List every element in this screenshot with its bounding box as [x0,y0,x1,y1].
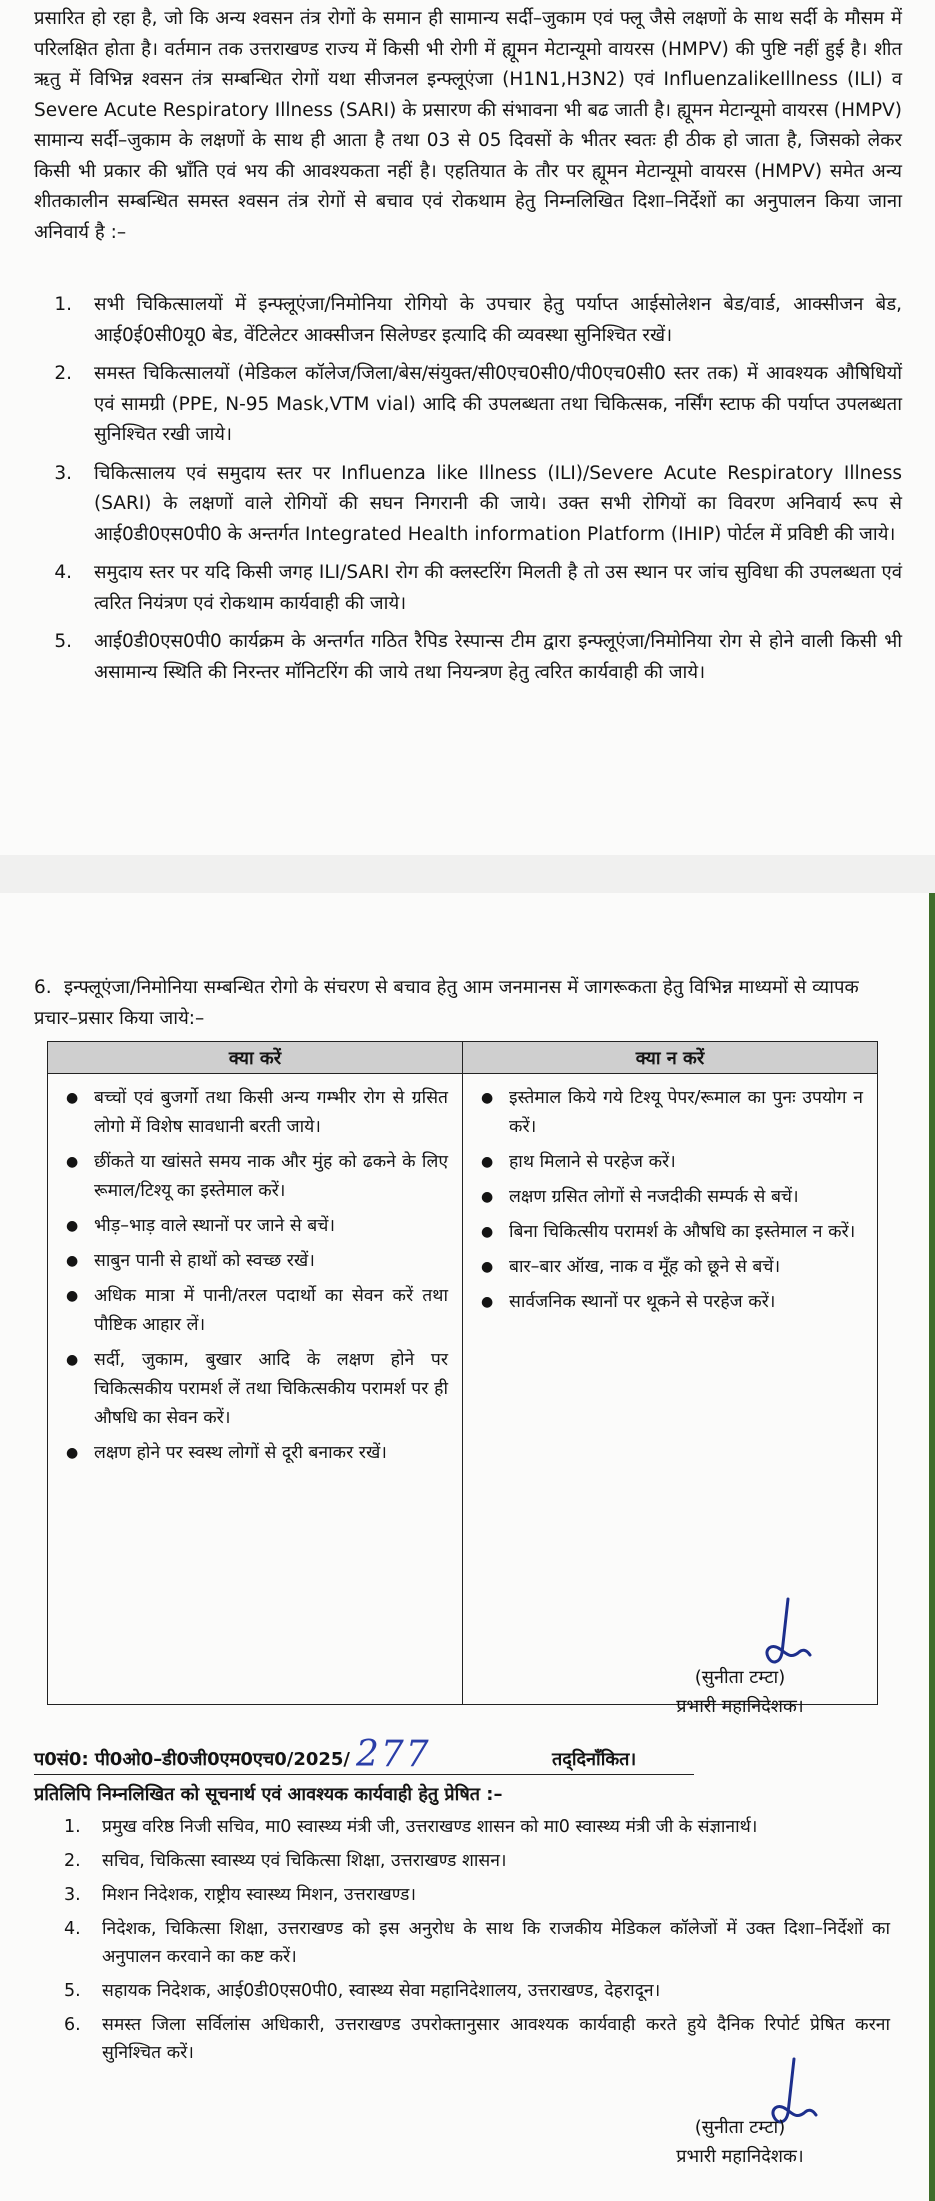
directive-item [34,558,902,619]
copy-heading: प्रतिलिपि निम्नलिखित को सूचनार्थ एवं आवश्यक कार्यवाही हेतु प्रेषित :– [34,1784,503,1805]
copy-item [34,1847,890,1875]
directive-text: चिकित्सालय एवं समुदाय स्तर पर Influenza like Illness (ILI)/Severe Acute Respiratory Illness (SARI) के लक्षणों वाले रोगियों की सघन निगरानी की जाये। उक्त सभी रोगियों का विवरण अनिवार्य रूप से आई0डी0एस0पी0 के अन्तर्गत Integrated Health information Platform (IHIP) पोर्टल में प्रविष्टी की जाये। [94,462,902,545]
signatory-name: (सुनीता टम्टा) [694,2117,786,2138]
reference-line [34,1734,694,1777]
directive-item [34,459,902,551]
directives-list [34,290,902,696]
dont-item: ● इस्तेमाल किये गये टिश्यू पेपर/रूमाल का पुनः उपयोग न करें। [477,1084,863,1142]
do-item: ● बच्चों एवं बुजर्गो तथा किसी अन्य गम्भीर रोग से ग्रसित लोगो में विशेष सावधानी बरती जाये। [62,1084,448,1142]
reference-prefix: प0सं0: पी0ओ0–डी0जी0एम0एच0/2025/ [34,1749,351,1770]
reference-date-suffix: तद्‌दिनाँकित। [552,1749,637,1770]
copy-item [34,1977,890,2005]
directive-item [34,290,902,351]
copy-list [34,1813,890,2073]
directive-item-6 [34,973,902,1034]
intro-paragraph: प्रसारित हो रहा है, जो कि अन्य श्वसन तंत्र रोगों के समान ही सामान्य सर्दी–जुकाम एवं फ्लू जैसे लक्षणों के साथ सर्दी के मौसम में परिलक्षित होता है। वर्तमान तक उत्तराखण्ड राज्य में किसी भी रोगी में ह्यूमन मेटान्यूमो वायरस (HMPV) की पुष्टि नहीं हुई है। शीत ऋतु में विभिन्न श्वसन तंत्र सम्बन्धित रोगों यथा सीजनल इन्फ्लूएंजा (H1N1,H3N2) एवं InfluenzalikeIllness (ILI) व Severe Acute Respiratory Illness (SARI) के प्रसारण की संभावना भी बढ जाती है। ह्यूमन मेटान्यूमो वायरस (HMPV) सामान्य सर्दी–जुकाम के लक्षणों के साथ ही आता है तथा 03 से 05 दिवसों के भीतर स्वतः ही ठीक हो जाता है, जिसको लेकर किसी भी प्रकार की भ्राँति एवं भय की आवश्यकता नहीं है। एहतियात के तौर पर ह्यूमन मेटान्यूमो वायरस (HMPV) समेत अन्य शीतकालीन सम्बन्धित समस्त श्वसन तंत्र रोगों से बचाव एवं रोकथाम हेतु निम्नलिखित दिशा–निर्देशों का अनुपालन किया जाना अनिवार्य है :– [34,8,903,243]
directive-text: समस्त चिकित्सालयों (मेडिकल कॉलेज/जिला/बेस/संयुक्त/सी0एच0सी0/पी0एच0सी0 स्तर तक) में आवश्यक औषिधियों एवं सामग्री (PPE, N-95 Mask,VTM vial) आदि की उपलब्धता तथा चिकित्सक, नर्सिंग स्टाफ की पर्याप्त उपलब्धता सुनिश्चित रखी जाये। [94,363,902,445]
do-item: ● छींकते या खांसते समय नाक और मुंह को ढकने के लिए रूमाल/टिश्यू का इस्तेमाल करें। [62,1148,448,1206]
dos-column [48,1074,463,1705]
dont-item: ● बिना चिकित्सीय परामर्श के औषधि का इस्तेमाल न करें। [477,1218,863,1247]
directive-number: 5. [54,631,72,652]
do-item: ● अधिक मात्रा में पानी/तरल पदार्थो का सेवन करें तथा पौष्टिक आहार लें। [62,1282,448,1340]
copy-number: 2. [64,1851,81,1871]
page-separator [0,855,935,893]
dont-item: ● सार्वजनिक स्थानों पर थूकने से परहेज करें। [477,1288,863,1317]
dos-header: क्या करें [48,1042,463,1074]
reference-number-handwritten: 277 [356,1734,431,1775]
dont-item: ● बार–बार ऑख, नाक व मूँह को छूने से बचें। [477,1253,863,1282]
directive-number: 1. [54,294,72,315]
signatory-name: (सुनीता टम्टा) [694,1667,786,1688]
document-page-2 [0,893,935,2201]
dont-item: ● हाथ मिलाने से परहेज करें। [477,1148,863,1177]
directive-item [34,359,902,451]
directive-text: इन्फ्लूएंजा/निमोनिया सम्बन्धित रोगो के संचरण से बचाव हेतु आम जनमानस में जागरूकता हेतु विभिन्न माध्यमों से व्यापक प्रचार–प्रसार किया जाये:– [34,977,859,1029]
copy-text: मिशन निदेशक, राष्ट्रीय स्वास्थ्य मिशन, उत्तराखण्ड। [102,1885,417,1905]
signature-block-2 [630,2113,850,2171]
copy-number: 5. [64,1981,81,2001]
copy-number: 3. [64,1885,81,1905]
directive-text: सभी चिकित्सालयों में इन्फ्लूएंजा/निमोनिया रोगियो के उपचार हेतु पर्याप्त आईसोलेशन बेड/वार्ड, आक्सीजन बेड, आई0ई0सी0यू0 बेड, वेंटिलेटर आक्सीजन सिलेण्डर इत्यादि की व्यवस्था सुनिश्चित रखें। [94,294,902,346]
do-item: ● सर्दी, जुकाम, बुखार आदि के लक्षण होने पर चिकित्सकीय परामर्श लें तथा चिकित्सकीय परामर्श पर ही औषधि का सेवन करें। [62,1346,448,1433]
do-item: ● भीड़–भाड़ वाले स्थानों पर जाने से बचें। [62,1212,448,1241]
do-item: ● साबुन पानी से हाथों को स्वच्छ रखें। [62,1247,448,1276]
directive-text: समुदाय स्तर पर यदि किसी जगह ILI/SARI रोग की क्लस्टरिंग मिलती है तो उस स्थान पर जांच सुविधा की उपलब्धता एवं त्वरित नियंत्रण एवं रोकथाम कार्यवाही की जाये। [94,562,902,614]
copy-text: समस्त जिला सर्विलांस अधिकारी, उत्तराखण्ड उपरोक्तानुसार आवश्यक कार्यवाही करते हुये दैनिक रिपोर्ट प्रेषित करना सुनिश्चित करें। [102,2015,890,2063]
document-page-1 [0,0,935,855]
copy-text: प्रमुख वरिष्ठ निजी सचिव, मा0 स्वास्थ्य मंत्री जी, उत्तराखण्ड शासन को मा0 स्वास्थ्य मंत्री जी के संज्ञानार्थ। [102,1817,758,1837]
signatory-designation: प्रभारी महानिदेशक। [676,1696,804,1717]
do-item: ● लक्षण होने पर स्वस्थ लोगों से दूरी बनाकर रखें। [62,1439,448,1468]
dont-item: ● लक्षण ग्रसित लोगों से नजदीकी सम्पर्क से बचें। [477,1183,863,1212]
copy-number: 6. [64,2015,81,2035]
directive-item [34,627,902,688]
copy-text: सचिव, चिकित्सा स्वास्थ्य एवं चिकित्सा शिक्षा, उत्तराखण्ड शासन। [102,1851,507,1871]
directive-number: 3. [54,462,72,484]
directive-number: 4. [54,562,72,583]
copy-text: सहायक निदेशक, आई0डी0एस0पी0, स्वास्थ्य सेवा महानिदेशालय, उत्तराखण्ड, देहरादून। [102,1981,661,2001]
directive-number: 6. [34,977,52,998]
donts-header: क्या न करें [463,1042,878,1074]
copy-number: 4. [64,1919,81,1939]
directive-number: 2. [54,363,72,384]
copy-item [34,1813,890,1841]
reference-underline [34,1774,694,1775]
copy-text: निदेशक, चिकित्सा शिक्षा, उत्तराखण्ड को इस अनुरोध के साथ कि राजकीय मेडिकल कॉलेजों में उक्त दिशा–निर्देशों का अनुपालन करवाने का कष्ट करें। [102,1919,890,1967]
directive-text: आई0डी0एस0पी0 कार्यक्रम के अन्तर्गत गठित रैपिड रेस्पान्स टीम द्वारा इन्फ्लूएंजा/निमोनिया रोग से होने वाली किसी भी असामान्य स्थिति की निरन्तर मॉनिटरिंग की जाये तथा नियन्त्रण हेतु त्वरित कार्यवाही की जाये। [94,631,902,683]
copy-item [34,1881,890,1909]
signatory-designation: प्रभारी महानिदेशक। [676,2146,804,2167]
copy-item [34,1915,890,1971]
copy-number: 1. [64,1817,81,1837]
signature-block-1 [630,1663,850,1721]
